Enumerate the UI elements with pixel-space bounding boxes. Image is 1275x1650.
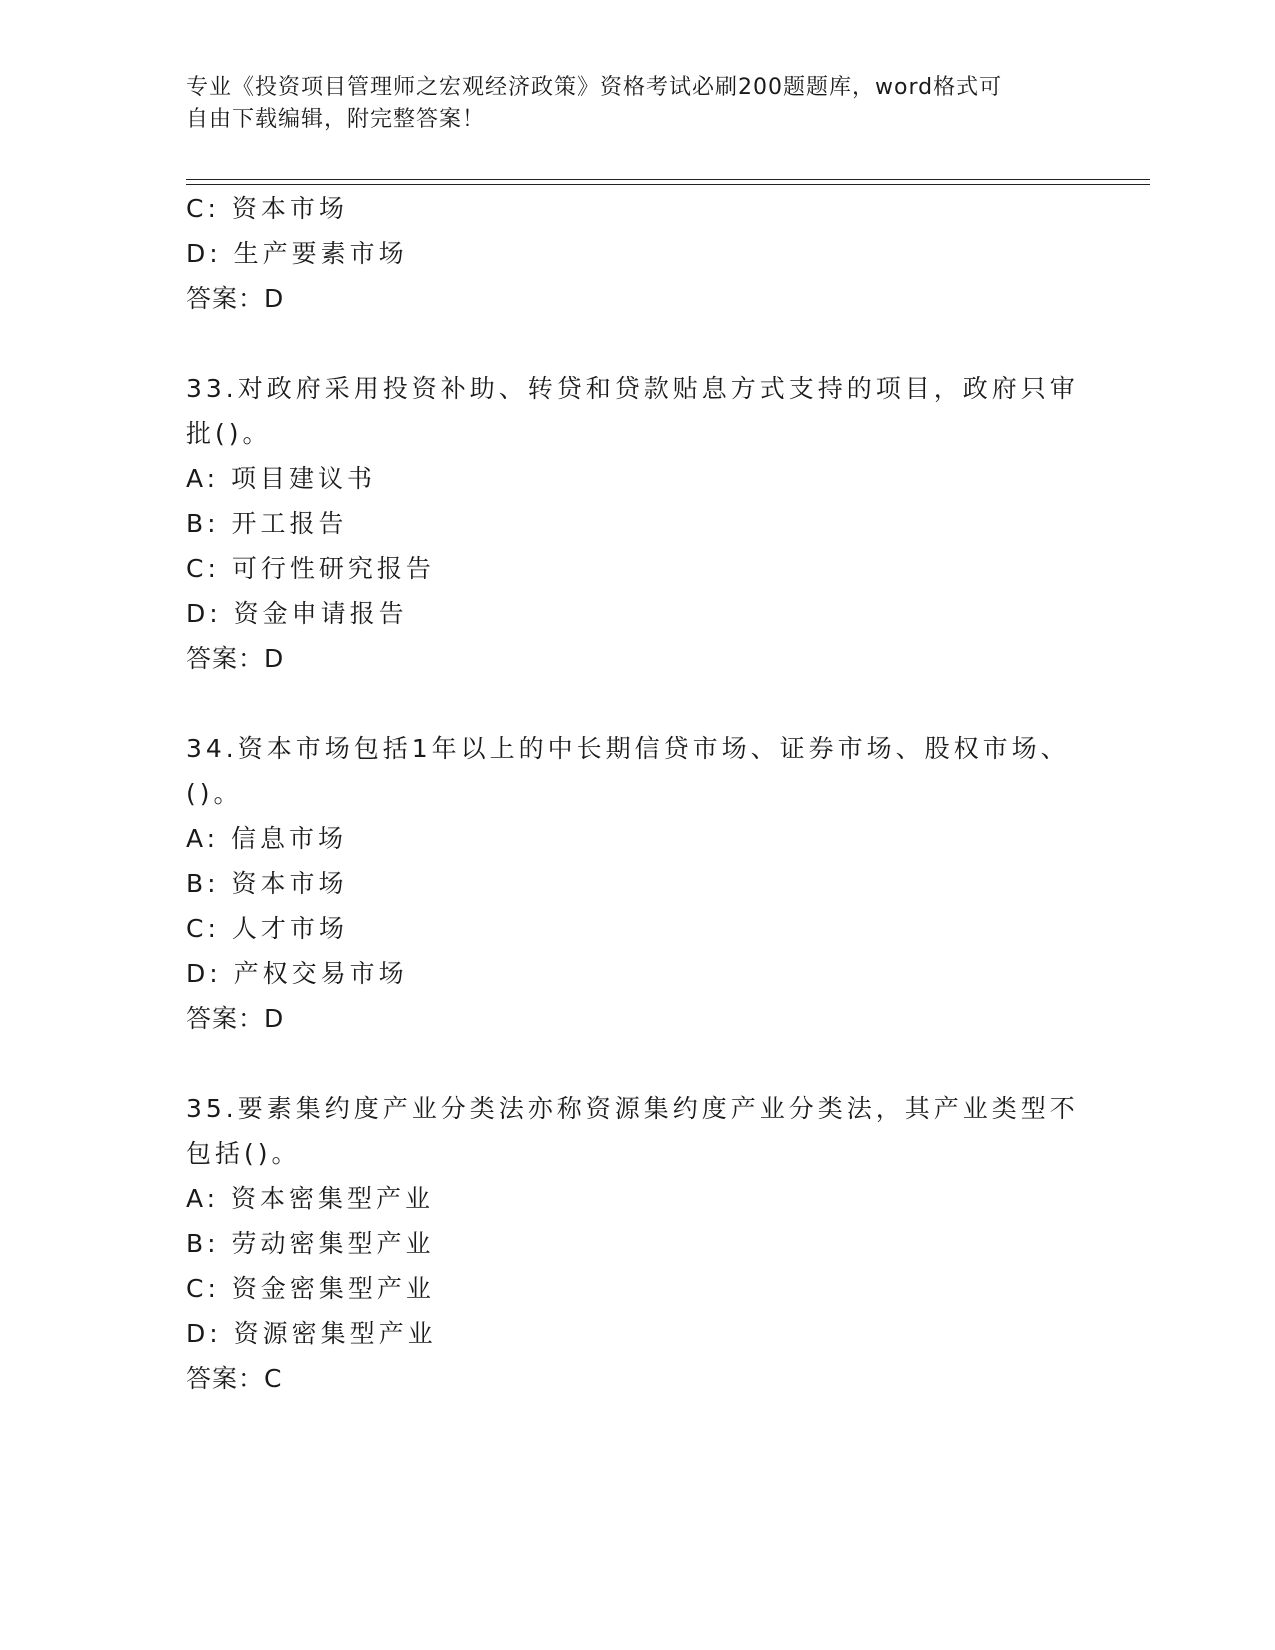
question-35-option-b: B: 劳动密集型产业 xyxy=(186,1229,435,1258)
question-34-answer: 答案：D xyxy=(186,1004,285,1033)
header-divider-top xyxy=(186,179,1150,180)
question-34-stem-line-2: ()。 xyxy=(186,779,243,808)
question-34-option-a: A: 信息市场 xyxy=(186,824,348,853)
question-33-option-d: D: 资金申请报告 xyxy=(186,599,408,628)
question-33-stem-line-2: 批()。 xyxy=(186,419,272,448)
question-34-option-c: C: 人才市场 xyxy=(186,914,348,943)
prev-option-d: D: 生产要素市场 xyxy=(186,239,408,268)
question-34-option-d: D: 产权交易市场 xyxy=(186,959,408,988)
question-34-stem-line-1: 34.资本市场包括1年以上的中长期信贷市场、证券市场、股权市场、 xyxy=(186,734,1070,763)
question-33-option-a: A: 项目建议书 xyxy=(186,464,377,493)
question-35-stem-line-2: 包括()。 xyxy=(186,1139,301,1168)
question-35-answer: 答案：C xyxy=(186,1364,283,1393)
prev-option-c: C: 资本市场 xyxy=(186,194,348,223)
question-35-option-c: C: 资金密集型产业 xyxy=(186,1274,435,1303)
question-33-option-b: B: 开工报告 xyxy=(186,509,348,538)
header-line-2: 自由下载编辑，附完整答案！ xyxy=(186,107,486,132)
question-33-stem-line-1: 33.对政府采用投资补助、转贷和贷款贴息方式支持的项目，政府只审 xyxy=(186,374,1079,403)
question-33-answer: 答案：D xyxy=(186,644,285,673)
header-line-1: 专业《投资项目管理师之宏观经济政策》资格考试必刷200题题库，word格式可 xyxy=(186,75,1003,100)
prev-answer: 答案：D xyxy=(186,284,285,313)
question-35-stem-line-1: 35.要素集约度产业分类法亦称资源集约度产业分类法，其产业类型不 xyxy=(186,1094,1079,1123)
question-35-option-a: A: 资本密集型产业 xyxy=(186,1184,435,1213)
question-33-option-c: C: 可行性研究报告 xyxy=(186,554,435,583)
question-35-option-d: D: 资源密集型产业 xyxy=(186,1319,437,1348)
question-34-option-b: B: 资本市场 xyxy=(186,869,348,898)
header-divider-bottom xyxy=(186,184,1150,185)
document-header xyxy=(186,72,1086,136)
